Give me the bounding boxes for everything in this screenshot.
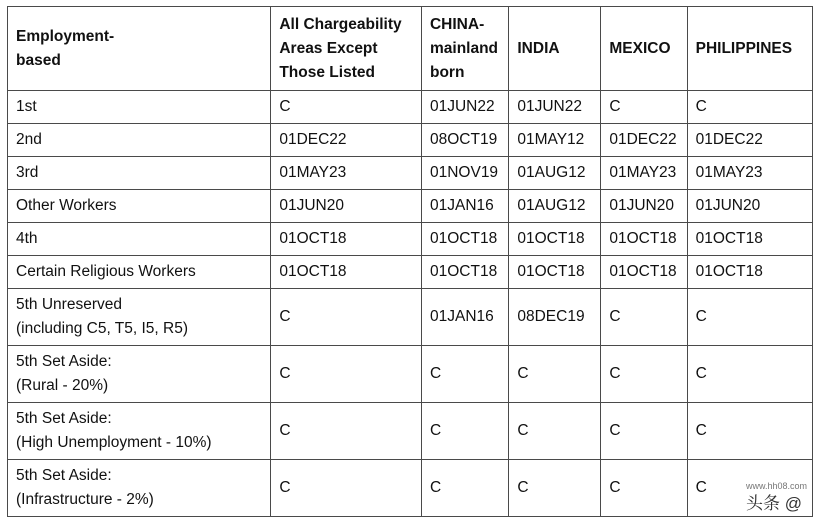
visa-bulletin-table [7, 6, 813, 517]
watermark-site: www.hh08.com [745, 481, 807, 491]
cell-india: C [509, 346, 601, 403]
cell-india: C [509, 460, 601, 517]
row-category: Certain Religious Workers [8, 256, 271, 289]
cell-philippines: C [687, 403, 812, 460]
cell-china: 01JAN16 [421, 289, 508, 346]
cell-mexico: 01JUN20 [601, 190, 687, 223]
row-category: 2nd [8, 124, 271, 157]
header-employment-based: Employment- based [8, 7, 271, 91]
cell-philippines: C [687, 289, 812, 346]
cell-india: C [509, 403, 601, 460]
cell-india: 01MAY12 [509, 124, 601, 157]
cell-india: 01AUG12 [509, 190, 601, 223]
cell-india: 08DEC19 [509, 289, 601, 346]
cell-philippines: C [687, 460, 812, 517]
cell-all-chargeability: C [271, 289, 422, 346]
cell-all-chargeability: 01DEC22 [271, 124, 422, 157]
cell-philippines: 01DEC22 [687, 124, 812, 157]
cell-india: 01JUN22 [509, 91, 601, 124]
cell-china: 01NOV19 [421, 157, 508, 190]
cell-philippines: C [687, 346, 812, 403]
cell-mexico: C [601, 91, 687, 124]
table-row [8, 91, 813, 124]
cell-china: 01JUN22 [421, 91, 508, 124]
cell-all-chargeability: 01JUN20 [271, 190, 422, 223]
row-category: 5th Set Aside: (Rural - 20%) [8, 346, 271, 403]
watermark-text: 头条 @ [745, 494, 802, 513]
cell-mexico: C [601, 403, 687, 460]
cell-china: C [421, 460, 508, 517]
table-row [8, 346, 813, 403]
header-all-chargeability: All Chargeability Areas Except Those Listed [271, 7, 422, 91]
cell-all-chargeability: C [271, 346, 422, 403]
table-row [8, 124, 813, 157]
cell-china: 01JAN16 [421, 190, 508, 223]
cell-mexico: C [601, 289, 687, 346]
row-category: 5th Set Aside: (Infrastructure - 2%) [8, 460, 271, 517]
cell-china: C [421, 403, 508, 460]
row-category: 4th [8, 223, 271, 256]
header-row [8, 7, 813, 91]
cell-china: 08OCT19 [421, 124, 508, 157]
row-category: 3rd [8, 157, 271, 190]
cell-mexico: C [601, 460, 687, 517]
watermark [746, 481, 807, 514]
cell-china: C [421, 346, 508, 403]
table-row [8, 190, 813, 223]
cell-all-chargeability: 01OCT18 [271, 256, 422, 289]
cell-philippines: 01JUN20 [687, 190, 812, 223]
table-row [8, 460, 813, 517]
cell-philippines: 01OCT18 [687, 256, 812, 289]
header-china: CHINA- mainland born [421, 7, 508, 91]
cell-all-chargeability: C [271, 403, 422, 460]
header-mexico: MEXICO [601, 7, 687, 91]
header-india: INDIA [509, 7, 601, 91]
cell-china: 01OCT18 [421, 223, 508, 256]
cell-philippines: C [687, 91, 812, 124]
cell-all-chargeability: C [271, 460, 422, 517]
cell-mexico: 01OCT18 [601, 223, 687, 256]
cell-all-chargeability: 01MAY23 [271, 157, 422, 190]
cell-mexico: C [601, 346, 687, 403]
cell-india: 01AUG12 [509, 157, 601, 190]
table-row [8, 289, 813, 346]
row-category: Other Workers [8, 190, 271, 223]
cell-mexico: 01OCT18 [601, 256, 687, 289]
row-category: 5th Unreserved (including C5, T5, I5, R5) [8, 289, 271, 346]
cell-mexico: 01DEC22 [601, 124, 687, 157]
cell-all-chargeability: 01OCT18 [271, 223, 422, 256]
cell-india: 01OCT18 [509, 223, 601, 256]
cell-china: 01OCT18 [421, 256, 508, 289]
cell-india: 01OCT18 [509, 256, 601, 289]
cell-philippines: 01OCT18 [687, 223, 812, 256]
table-row [8, 403, 813, 460]
cell-philippines: 01MAY23 [687, 157, 812, 190]
row-category: 1st [8, 91, 271, 124]
header-philippines: PHILIPPINES [687, 7, 812, 91]
cell-mexico: 01MAY23 [601, 157, 687, 190]
table-row [8, 157, 813, 190]
table-row [8, 256, 813, 289]
table-row [8, 223, 813, 256]
row-category: 5th Set Aside: (High Unemployment - 10%) [8, 403, 271, 460]
cell-all-chargeability: C [271, 91, 422, 124]
